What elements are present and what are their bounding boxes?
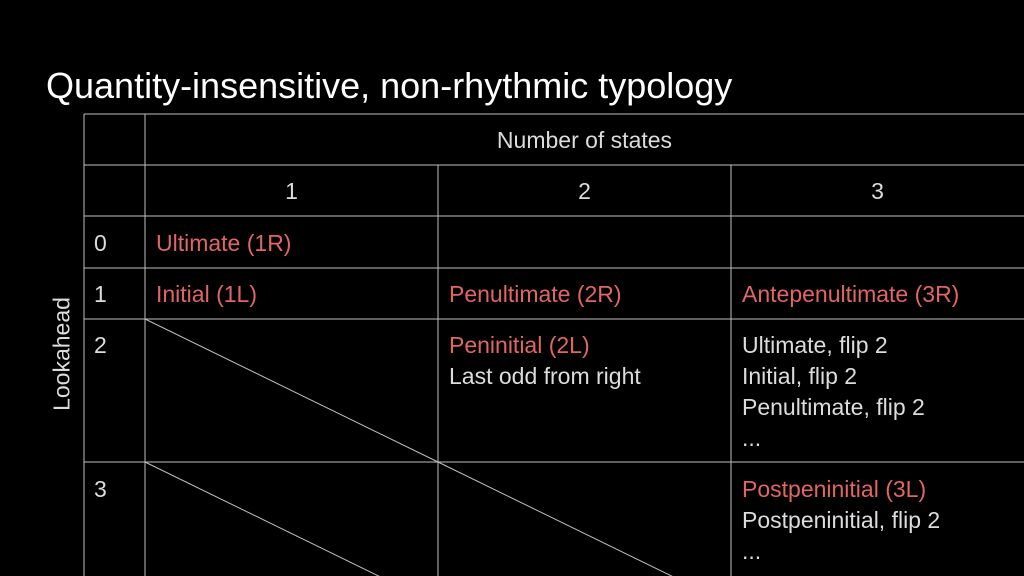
cell-penultimate-flip-2: Penultimate, flip 2 — [742, 394, 925, 420]
cell-ultimate-flip-2: Ultimate, flip 2 — [742, 332, 888, 358]
row-label-lookahead-1: 1 — [94, 281, 107, 307]
cell-initial-1l: Initial (1L) — [156, 281, 257, 307]
column-header-1: 1 — [285, 178, 298, 204]
column-header-3: 3 — [871, 178, 884, 204]
cell-ellipsis: ... — [742, 538, 762, 564]
row-label-lookahead-0: 0 — [94, 230, 107, 256]
cell-ellipsis: ... — [742, 425, 762, 451]
cell-postpeninitial-3l: Postpeninitial (3L) — [742, 476, 927, 502]
cell-strike-line — [145, 462, 438, 576]
cell-initial-flip-2: Initial, flip 2 — [742, 363, 858, 389]
cell-strike-line — [438, 462, 731, 576]
cell-last-odd-from-right: Last odd from right — [449, 363, 641, 389]
row-label-lookahead-3: 3 — [94, 476, 107, 502]
row-label-lookahead-2: 2 — [94, 332, 107, 358]
cell-ultimate-1r: Ultimate (1R) — [156, 230, 292, 256]
slide-title: Quantity-insensitive, non-rhythmic typology — [46, 65, 733, 106]
column-header-2: 2 — [578, 178, 591, 204]
cell-peninitial-2l: Peninitial (2L) — [449, 332, 590, 358]
number-of-states-header: Number of states — [496, 127, 673, 153]
cell-penultimate-2r: Penultimate (2R) — [449, 281, 622, 307]
cell-strike-line — [145, 319, 438, 462]
cell-antepenultimate-3r: Antepenultimate (3R) — [742, 281, 960, 307]
lookahead-axis-label: Lookahead — [48, 297, 75, 411]
cell-postpeninitial-flip-2: Postpeninitial, flip 2 — [742, 507, 941, 533]
